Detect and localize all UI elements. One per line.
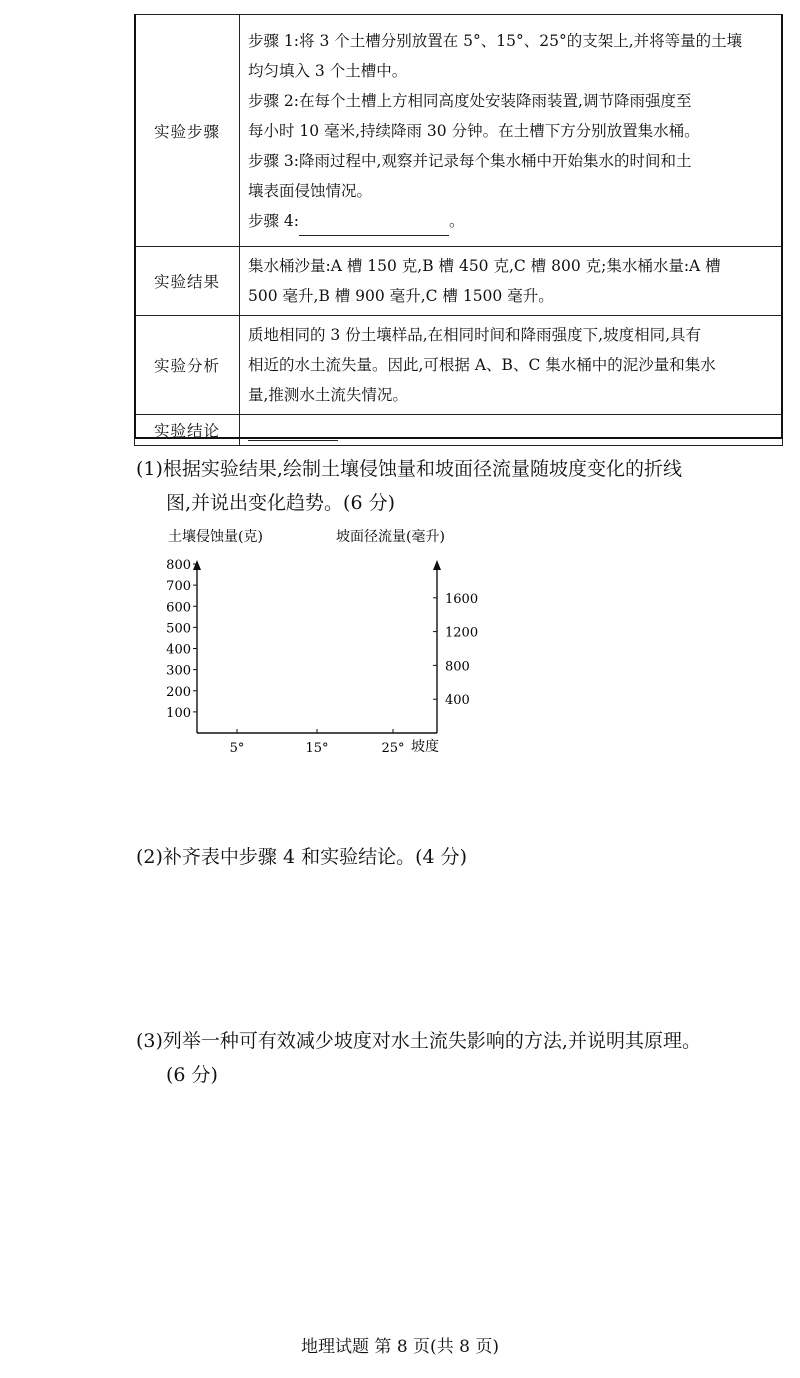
text-line: 每小时 10 毫米,持续降雨 30 分钟。在土槽下方分别放置集水桶。 [248, 121, 700, 140]
left-ticks [166, 558, 197, 721]
text-line: 相近的水土流失量。因此,可根据 A、B、C 集水桶中的泥沙量和集水 [248, 356, 716, 374]
text-line: 质地相同的 3 份土壤样品,在相同时间和降雨强度下,坡度相同,具有 [248, 326, 701, 344]
left-tick-label: 600 [166, 600, 191, 616]
page-footer: 地理试题 第 8 页(共 8 页) [301, 1337, 499, 1357]
chart [150, 520, 510, 765]
question-3-line1: (3)列举一种可有效减少坡度对水土流失影响的方法,并说明其原理。 [136, 1030, 701, 1052]
chart-area [150, 520, 510, 769]
question-1-line1: (1)根据实验结果,绘制土壤侵蚀量和坡面径流量随坡度变化的折线 [136, 458, 682, 480]
table-row [135, 15, 783, 247]
right-tick-label: 800 [445, 659, 470, 675]
table-row [135, 247, 783, 316]
question-2 [136, 840, 786, 874]
text-line: 500 毫升,B 槽 900 毫升,C 槽 1500 毫升。 [248, 287, 554, 305]
text-line: 均匀填入 3 个土槽中。 [248, 61, 408, 80]
results-content [240, 247, 783, 316]
text-line: 集水桶沙量:A 槽 150 克,B 槽 450 克,C 槽 800 克;集水桶水量:A 槽 [248, 257, 721, 275]
text-line: 步骤 3:降雨过程中,观察并记录每个集水桶中开始集水的时间和土 [248, 151, 692, 170]
right-ticks [433, 592, 478, 708]
question-3-line2: (6 分) [166, 1064, 218, 1086]
analysis-content [240, 316, 783, 415]
right-axis-label: 坡面径流量(毫升) [336, 529, 445, 545]
step4-blank[interactable] [299, 215, 449, 236]
x-axis-label: 坡度 [411, 739, 439, 755]
left-tick-label: 200 [166, 684, 191, 700]
question-3 [136, 1024, 786, 1092]
right-tick-label: 400 [445, 693, 470, 709]
conclusion-blank[interactable] [248, 420, 338, 441]
experiment-table [134, 14, 783, 446]
text-line: 步骤 2:在每个土槽上方相同高度处安装降雨装置,调节降雨强度至 [248, 91, 692, 110]
text-line: 步骤 1:将 3 个土槽分别放置在 5°、15°、25°的支架上,并将等量的土壤 [248, 31, 743, 50]
row-label-results: 实验结果 [135, 247, 240, 316]
x-tick-label: 5° [229, 741, 245, 756]
left-axis-label: 土壤侵蚀量(克) [168, 529, 263, 545]
right-tick-label: 1600 [445, 591, 479, 607]
row-label-steps: 实验步骤 [135, 15, 240, 247]
right-axis-arrow [433, 560, 441, 570]
x-tick-label: 25° [381, 741, 405, 756]
question-1 [136, 452, 786, 520]
left-axis-arrow [193, 560, 201, 570]
text-line: 量,推测水土流失情况。 [248, 386, 408, 404]
question-1-line2: 图,并说出变化趋势。(6 分) [166, 492, 395, 514]
axes [193, 560, 441, 733]
left-tick-label: 100 [166, 705, 191, 721]
text-line: 壤表面侵蚀情况。 [248, 181, 373, 200]
left-tick-label: 400 [166, 642, 191, 658]
left-tick-label: 700 [166, 579, 191, 595]
row-label-conclusion: 实验结论 [135, 415, 240, 446]
left-tick-label: 800 [166, 558, 191, 573]
right-tick-label: 1200 [445, 625, 479, 641]
table-row [135, 415, 783, 446]
conclusion-content [240, 415, 783, 446]
question-2-line1: (2)补齐表中步骤 4 和实验结论。(4 分) [136, 846, 468, 868]
steps-content [240, 15, 783, 247]
x-tick-label: 15° [305, 741, 329, 756]
step4-suffix: 。 [449, 211, 465, 230]
row-label-analysis: 实验分析 [135, 316, 240, 415]
step4-prefix: 步骤 4: [248, 211, 300, 230]
step4-line [248, 206, 774, 236]
table-row [135, 316, 783, 415]
left-tick-label: 300 [166, 663, 191, 679]
left-tick-label: 500 [166, 621, 191, 637]
